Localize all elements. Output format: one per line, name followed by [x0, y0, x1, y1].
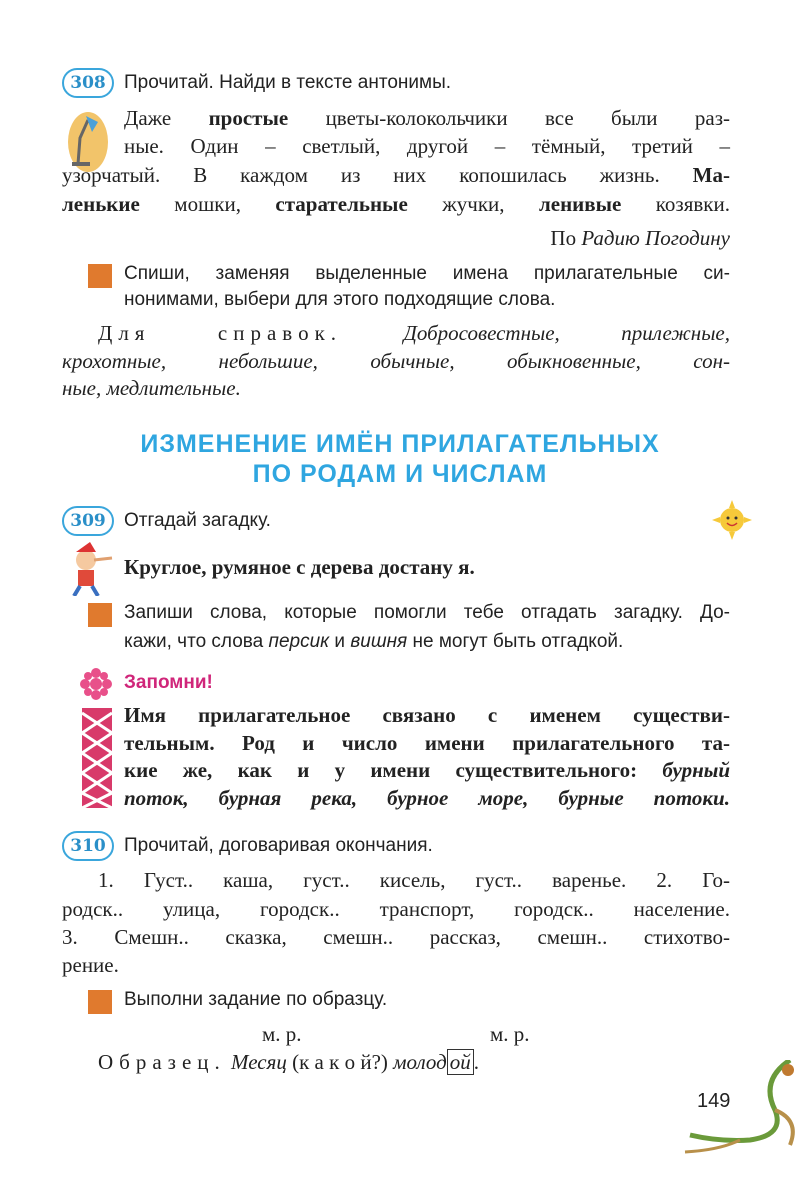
example-line: [98, 1050, 658, 1074]
text-line: [62, 192, 730, 216]
task-square-icon: [88, 264, 112, 288]
page-number: 149: [697, 1090, 731, 1112]
bold-text: кие же, как и у имени существительного:: [124, 758, 663, 782]
section-heading-line: ПО РОДАМ И ЧИСЛАМ: [252, 460, 548, 488]
bold-text: Имя прилагательное связано с именем существи-: [124, 703, 730, 727]
text-segment: цветы-колокольчики все были раз-: [288, 106, 730, 130]
text-segment: Запиши слова, которые помогли тебе отгадать загадку. До-: [124, 602, 730, 623]
example-noun: Месяц: [231, 1050, 287, 1074]
rule-line: [124, 703, 730, 727]
remember-ornament-icon: [78, 668, 118, 810]
text-segment: и: [329, 631, 351, 652]
exercise-308-instruction: Прочитай. Найди в тексте антонимы.: [124, 72, 451, 93]
exercise-308-task-line: нонимами, выбери для этого подходящие слова.: [124, 289, 556, 310]
task-line: [124, 601, 730, 625]
section-heading-line: ИЗМЕНЕНИЕ ИМЁН ПРИЛАГАТЕЛЬНЫХ: [140, 430, 660, 458]
gender-mark: м. р.: [262, 1022, 302, 1046]
text-line: [62, 925, 730, 949]
text-line: [124, 106, 730, 130]
text-line: [62, 953, 730, 977]
text-segment: Для справок.: [98, 321, 343, 345]
attribution: [62, 226, 730, 250]
example-ending: ой: [447, 1049, 474, 1075]
italic-text: ные, медлительные.: [62, 376, 241, 400]
italic-text: персик: [268, 631, 330, 652]
rule-line: [124, 786, 730, 810]
attribution-author: Радию Погодину: [581, 226, 730, 250]
bold-text: простые: [208, 106, 289, 130]
example-end: .: [473, 1050, 480, 1074]
example-label: Образец.: [98, 1050, 226, 1074]
bold-text: ленивые: [538, 192, 622, 216]
text-segment: козявки.: [621, 192, 730, 216]
sun-icon: [712, 500, 752, 540]
text-segment: не могут быть отгадкой.: [407, 631, 624, 652]
reference-line: [62, 376, 730, 400]
text-segment: 3. Смешн.. сказка, смешн.. рассказ, смешн.. стихотво-: [62, 925, 730, 949]
example-adjective-stem: молод: [393, 1050, 447, 1074]
exercise-309-instruction: Отгадай загадку.: [124, 510, 271, 531]
reference-line: [98, 321, 730, 345]
text-segment: узорчатый. В каждом из них копошилась жизнь.: [62, 163, 693, 187]
corner-ornament-icon: [680, 1060, 800, 1160]
text-segment: кажи, что слова: [124, 631, 269, 652]
text-line: [62, 897, 730, 921]
bold-text: ленькие: [62, 192, 140, 216]
text-line: [124, 134, 730, 158]
text-segment: рение.: [62, 953, 119, 977]
text-segment: мошки,: [139, 192, 276, 216]
riddle: Круглое, румяное с дерева достану я.: [124, 555, 475, 579]
bold-text: бурный: [662, 758, 730, 782]
text-line: [62, 163, 730, 187]
bold-text: старательные: [275, 192, 408, 216]
text-segment: 1. Густ.. каша, густ.. кисель, густ.. варенье. 2. Го-: [98, 868, 730, 892]
task-line: [124, 630, 730, 654]
task-square-icon: [88, 990, 112, 1014]
pinocchio-icon: [60, 540, 116, 596]
bold-text: Ма-: [692, 163, 730, 187]
rule-line: [124, 731, 730, 755]
task-square-icon: [88, 603, 112, 627]
text-segment: ные. Один – светлый, другой – тёмный, третий –: [124, 134, 730, 158]
italic-text: вишня: [350, 631, 408, 652]
example-question: (к а к о й?): [292, 1050, 388, 1074]
gender-mark: м. р.: [490, 1022, 530, 1046]
reference-line: [62, 349, 730, 373]
italic-text: крохотные, небольшие, обычные, обыкновенные, сон-: [62, 349, 730, 373]
exercise-310-instruction: Прочитай, договаривая окончания.: [124, 835, 433, 856]
text-segment: родск.. улица, городск.. транспорт, городск.. население.: [62, 897, 730, 921]
exercise-number-308: 308: [62, 68, 114, 98]
rule-line: [124, 758, 730, 782]
italic-text: Добросовестные, прилежные,: [342, 321, 730, 345]
text-segment: жучки,: [407, 192, 539, 216]
exercise-310-task: Выполни задание по образцу.: [124, 989, 388, 1010]
attribution-prefix: По: [550, 226, 582, 250]
exercise-308-task-line: Спиши, заменяя выделенные имена прилагательные си-: [124, 263, 730, 284]
exercise-number-310: 310: [62, 831, 114, 861]
bold-text: поток, бурная река, бурное море, бурные потоки.: [124, 786, 730, 810]
text-line: [98, 868, 730, 892]
bold-text: тельным. Род и число имени прилагательного та-: [124, 731, 730, 755]
exercise-number-309: 309: [62, 506, 114, 536]
remember-title: Запомни!: [124, 672, 213, 693]
text-segment: Даже: [124, 106, 209, 130]
